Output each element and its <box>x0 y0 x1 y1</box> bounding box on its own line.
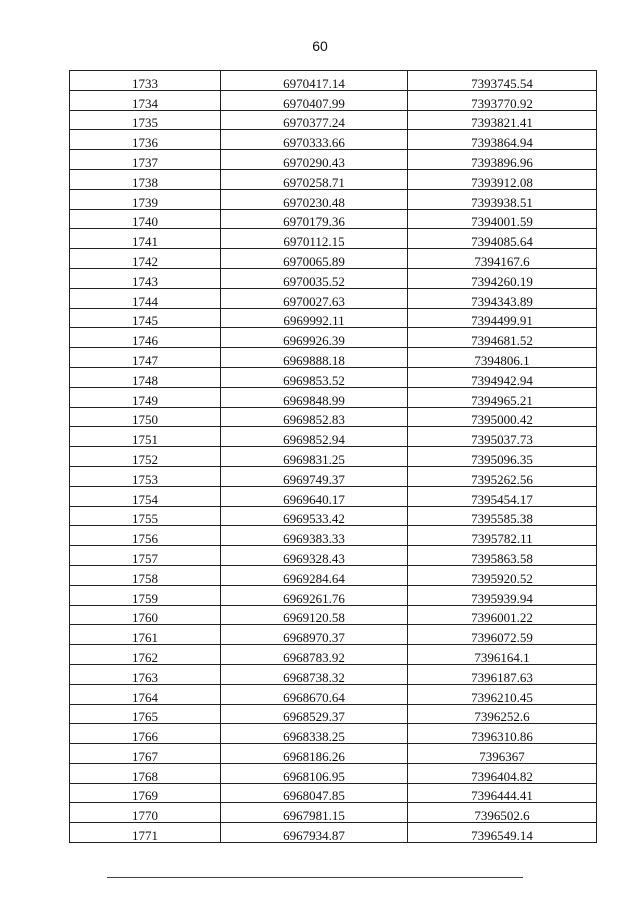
table-row <box>70 288 597 308</box>
x-coordinate-cell: 6970290.43 <box>221 150 408 170</box>
y-coordinate-cell: 7394681.52 <box>408 328 597 348</box>
point-number-cell: 1733 <box>70 71 221 91</box>
table-row <box>70 268 597 288</box>
point-number-cell: 1770 <box>70 803 221 823</box>
x-coordinate-cell: 6967981.15 <box>221 803 408 823</box>
y-coordinate-cell: 7395037.73 <box>408 427 597 447</box>
table-row <box>70 348 597 368</box>
y-coordinate-cell: 7393770.92 <box>408 90 597 110</box>
point-number-cell: 1746 <box>70 328 221 348</box>
point-number-cell: 1752 <box>70 447 221 467</box>
x-coordinate-cell: 6969533.42 <box>221 506 408 526</box>
table-row <box>70 605 597 625</box>
y-coordinate-cell: 7394085.64 <box>408 229 597 249</box>
x-coordinate-cell: 6967934.87 <box>221 823 408 843</box>
y-coordinate-cell: 7396210.45 <box>408 684 597 704</box>
point-number-cell: 1747 <box>70 348 221 368</box>
y-coordinate-cell: 7396252.6 <box>408 704 597 724</box>
table-row <box>70 744 597 764</box>
x-coordinate-cell: 6969852.94 <box>221 427 408 447</box>
table-row <box>70 466 597 486</box>
point-number-cell: 1760 <box>70 605 221 625</box>
y-coordinate-cell: 7396502.6 <box>408 803 597 823</box>
table-row <box>70 387 597 407</box>
y-coordinate-cell: 7396001.22 <box>408 605 597 625</box>
point-number-cell: 1740 <box>70 209 221 229</box>
point-number-cell: 1765 <box>70 704 221 724</box>
y-coordinate-cell: 7395782.11 <box>408 526 597 546</box>
y-coordinate-cell: 7396164.1 <box>408 645 597 665</box>
point-number-cell: 1769 <box>70 783 221 803</box>
y-coordinate-cell: 7393896.96 <box>408 150 597 170</box>
y-coordinate-cell: 7396072.59 <box>408 625 597 645</box>
point-number-cell: 1750 <box>70 407 221 427</box>
x-coordinate-cell: 6968738.32 <box>221 664 408 684</box>
coordinates-table-body <box>70 71 597 843</box>
table-row <box>70 209 597 229</box>
x-coordinate-cell: 6969383.33 <box>221 526 408 546</box>
table-row <box>70 130 597 150</box>
table-row <box>70 71 597 91</box>
x-coordinate-cell: 6969120.58 <box>221 605 408 625</box>
point-number-cell: 1767 <box>70 744 221 764</box>
table-row <box>70 427 597 447</box>
table-row <box>70 823 597 843</box>
y-coordinate-cell: 7393912.08 <box>408 169 597 189</box>
y-coordinate-cell: 7394343.89 <box>408 288 597 308</box>
point-number-cell: 1737 <box>70 150 221 170</box>
x-coordinate-cell: 6969992.11 <box>221 308 408 328</box>
table-row <box>70 308 597 328</box>
point-number-cell: 1745 <box>70 308 221 328</box>
table-row <box>70 447 597 467</box>
point-number-cell: 1749 <box>70 387 221 407</box>
x-coordinate-cell: 6969640.17 <box>221 486 408 506</box>
table-row <box>70 90 597 110</box>
x-coordinate-cell: 6970417.14 <box>221 71 408 91</box>
table-row <box>70 486 597 506</box>
x-coordinate-cell: 6968783.92 <box>221 645 408 665</box>
table-row <box>70 367 597 387</box>
table-row <box>70 249 597 269</box>
y-coordinate-cell: 7394942.94 <box>408 367 597 387</box>
y-coordinate-cell: 7396187.63 <box>408 664 597 684</box>
y-coordinate-cell: 7394260.19 <box>408 268 597 288</box>
point-number-cell: 1744 <box>70 288 221 308</box>
x-coordinate-cell: 6969749.37 <box>221 466 408 486</box>
y-coordinate-cell: 7394001.59 <box>408 209 597 229</box>
y-coordinate-cell: 7393821.41 <box>408 110 597 130</box>
y-coordinate-cell: 7396404.82 <box>408 763 597 783</box>
table-row <box>70 803 597 823</box>
x-coordinate-cell: 6969328.43 <box>221 546 408 566</box>
x-coordinate-cell: 6970377.24 <box>221 110 408 130</box>
table-row <box>70 565 597 585</box>
x-coordinate-cell: 6968186.26 <box>221 744 408 764</box>
point-number-cell: 1735 <box>70 110 221 130</box>
point-number-cell: 1753 <box>70 466 221 486</box>
table-row <box>70 783 597 803</box>
y-coordinate-cell: 7394499.91 <box>408 308 597 328</box>
x-coordinate-cell: 6970230.48 <box>221 189 408 209</box>
point-number-cell: 1759 <box>70 585 221 605</box>
x-coordinate-cell: 6969261.76 <box>221 585 408 605</box>
y-coordinate-cell: 7395262.56 <box>408 466 597 486</box>
table-row <box>70 724 597 744</box>
y-coordinate-cell: 7395939.94 <box>408 585 597 605</box>
point-number-cell: 1738 <box>70 169 221 189</box>
table-row <box>70 229 597 249</box>
point-number-cell: 1764 <box>70 684 221 704</box>
x-coordinate-cell: 6970027.63 <box>221 288 408 308</box>
table-row <box>70 546 597 566</box>
y-coordinate-cell: 7396310.86 <box>408 724 597 744</box>
table-row <box>70 625 597 645</box>
point-number-cell: 1771 <box>70 823 221 843</box>
point-number-cell: 1741 <box>70 229 221 249</box>
point-number-cell: 1743 <box>70 268 221 288</box>
x-coordinate-cell: 6970065.89 <box>221 249 408 269</box>
y-coordinate-cell: 7394965.21 <box>408 387 597 407</box>
y-coordinate-cell: 7396367 <box>408 744 597 764</box>
point-number-cell: 1751 <box>70 427 221 447</box>
x-coordinate-cell: 6970035.52 <box>221 268 408 288</box>
y-coordinate-cell: 7394806.1 <box>408 348 597 368</box>
table-row <box>70 328 597 348</box>
x-coordinate-cell: 6969831.25 <box>221 447 408 467</box>
point-number-cell: 1742 <box>70 249 221 269</box>
x-coordinate-cell: 6970179.36 <box>221 209 408 229</box>
x-coordinate-cell: 6970112.15 <box>221 229 408 249</box>
y-coordinate-cell: 7396549.14 <box>408 823 597 843</box>
x-coordinate-cell: 6968970.37 <box>221 625 408 645</box>
point-number-cell: 1736 <box>70 130 221 150</box>
table-row <box>70 763 597 783</box>
x-coordinate-cell: 6968338.25 <box>221 724 408 744</box>
x-coordinate-cell: 6969284.64 <box>221 565 408 585</box>
x-coordinate-cell: 6970407.99 <box>221 90 408 110</box>
table-row <box>70 664 597 684</box>
point-number-cell: 1766 <box>70 724 221 744</box>
y-coordinate-cell: 7393938.51 <box>408 189 597 209</box>
point-number-cell: 1757 <box>70 546 221 566</box>
table-row <box>70 585 597 605</box>
table-row <box>70 684 597 704</box>
table-row <box>70 704 597 724</box>
x-coordinate-cell: 6970258.71 <box>221 169 408 189</box>
y-coordinate-cell: 7393745.54 <box>408 71 597 91</box>
y-coordinate-cell: 7394167.6 <box>408 249 597 269</box>
y-coordinate-cell: 7396444.41 <box>408 783 597 803</box>
y-coordinate-cell: 7395863.58 <box>408 546 597 566</box>
point-number-cell: 1761 <box>70 625 221 645</box>
y-coordinate-cell: 7395585.38 <box>408 506 597 526</box>
x-coordinate-cell: 6969852.83 <box>221 407 408 427</box>
point-number-cell: 1756 <box>70 526 221 546</box>
coordinates-table <box>69 70 597 843</box>
table-row <box>70 506 597 526</box>
x-coordinate-cell: 6970333.66 <box>221 130 408 150</box>
point-number-cell: 1734 <box>70 90 221 110</box>
x-coordinate-cell: 6969888.18 <box>221 348 408 368</box>
point-number-cell: 1762 <box>70 645 221 665</box>
y-coordinate-cell: 7395000.42 <box>408 407 597 427</box>
point-number-cell: 1748 <box>70 367 221 387</box>
y-coordinate-cell: 7395454.17 <box>408 486 597 506</box>
table-row <box>70 189 597 209</box>
x-coordinate-cell: 6969853.52 <box>221 367 408 387</box>
table-row <box>70 169 597 189</box>
point-number-cell: 1739 <box>70 189 221 209</box>
x-coordinate-cell: 6968670.64 <box>221 684 408 704</box>
x-coordinate-cell: 6968047.85 <box>221 783 408 803</box>
table-row <box>70 526 597 546</box>
point-number-cell: 1758 <box>70 565 221 585</box>
x-coordinate-cell: 6969848.99 <box>221 387 408 407</box>
y-coordinate-cell: 7393864.94 <box>408 130 597 150</box>
point-number-cell: 1768 <box>70 763 221 783</box>
table-row <box>70 645 597 665</box>
point-number-cell: 1763 <box>70 664 221 684</box>
point-number-cell: 1755 <box>70 506 221 526</box>
x-coordinate-cell: 6968106.95 <box>221 763 408 783</box>
bottom-divider <box>107 877 523 878</box>
y-coordinate-cell: 7395920.52 <box>408 565 597 585</box>
table-row <box>70 110 597 130</box>
page-number: 60 <box>312 38 328 54</box>
table-row <box>70 150 597 170</box>
table-row <box>70 407 597 427</box>
x-coordinate-cell: 6969926.39 <box>221 328 408 348</box>
y-coordinate-cell: 7395096.35 <box>408 447 597 467</box>
x-coordinate-cell: 6968529.37 <box>221 704 408 724</box>
point-number-cell: 1754 <box>70 486 221 506</box>
